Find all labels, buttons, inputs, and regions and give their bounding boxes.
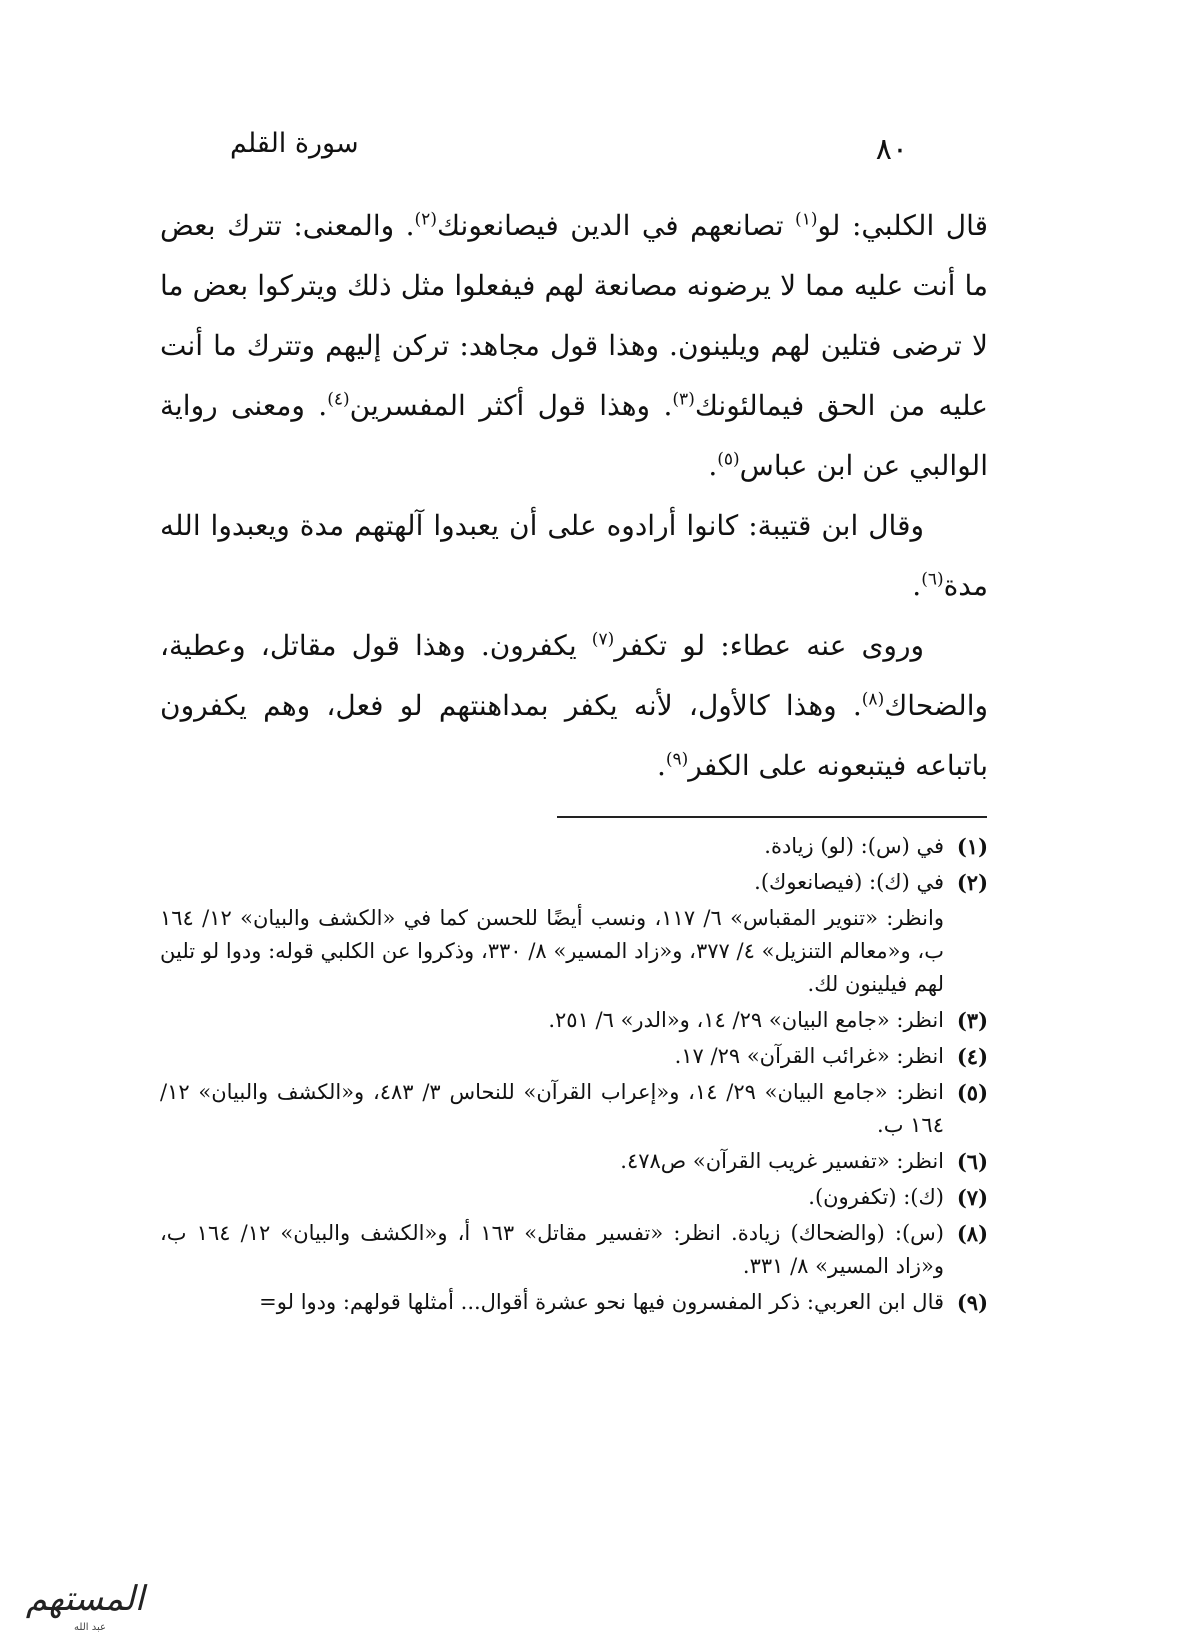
- footnote-ref-2[interactable]: (٢): [414, 209, 437, 230]
- footnote-text: انظر: «تفسير غريب القرآن» ص٤٧٨.: [620, 1149, 944, 1173]
- paragraph-3: وروى عنه عطاء: لو تكفر$^{(٧)}$ يكفرون. وهذا قول مقاتل، وعطية، والضحاك$^{(٨)}$. وهذا كالأول، لأنه يكفر بمداهنتهم لو فعل، وهم يكفرون باتباعه فيتبعونه على الكفر$^{(٩)}$.: [160, 629, 988, 782]
- footnote-5: [160, 1076, 988, 1142]
- footnote-text: في (ك): (فيصانعوك).: [754, 870, 944, 894]
- logo-text: المستهم: [25, 1579, 145, 1619]
- footnote-text: انظر: «غرائب القرآن» ٢٩/ ١٧.: [674, 1044, 944, 1068]
- footnote-number: (٩): [956, 1290, 988, 1315]
- footnote-ref-8[interactable]: (٨): [861, 689, 885, 710]
- footnote-2-continuation: وانظر: «تنوير المقباس» ٦/ ١١٧، ونسب أيضًا للحسن كما في «الكشف والبيان» ١٢/ ١٦٤ ب، و«معالم التنزيل» ٤/ ٣٧٧، و«زاد المسير» ٨/ ٣٣٠، وذكروا عن الكلبي قوله: ودوا لو تلين لهم فيلينون لك.: [160, 906, 944, 996]
- page-number: ٨٠: [875, 132, 908, 167]
- footnote-ref-7[interactable]: (٧): [591, 629, 615, 650]
- page-header: [230, 128, 908, 168]
- footnote-number: (٥): [956, 1080, 988, 1105]
- footnote-divider: [557, 816, 987, 818]
- footnote-1: [160, 830, 988, 863]
- footnote-ref-3[interactable]: (٣): [672, 389, 695, 410]
- logo-subtext: عبد الله: [74, 1622, 106, 1633]
- paragraph-1: قال الكلبي: لو$^{(١)}$ تصانعهم في الدين فيصانعونك$^{(٢)}$. والمعنى: تترك بعض ما أنت عليه مما لا يرضونه مصانعة لهم فيفعلوا مثل ذلك ويتركوا بعض ما لا ترضى فتلين لهم ويلينون. وهذا قول مجاهد: تركن إليهم وتترك ما أنت عليه من الحق فيمالئونك$^{(٣)}$. وهذا قول أكثر المفسرين$^{(٤)}$. ومعنى رواية الوالبي عن ابن عباس$^{(٥)}$.: [160, 209, 988, 482]
- footnote-ref-1[interactable]: (١): [795, 209, 818, 230]
- footnote-6: [160, 1145, 988, 1178]
- footnote-ref-6[interactable]: (٦): [921, 569, 944, 590]
- footnote-text: (س): (والضحاك) زيادة. انظر: «تفسير مقاتل» ١٦٣ أ، و«الكشف والبيان» ١٢/ ١٦٤ ب، و«زاد المسير» ٨/ ٣٣١.: [160, 1221, 944, 1278]
- footnote-number: (٢): [956, 870, 988, 895]
- footnote-text: في (س): (لو) زيادة.: [764, 834, 944, 858]
- footnote-9: [160, 1286, 988, 1319]
- paragraph-2: وقال ابن قتيبة: كانوا أرادوه على أن يعبدوا آلهتهم مدة ويعبدوا الله مدة$^{(٦)}$.: [160, 509, 988, 602]
- footnote-ref-5[interactable]: (٥): [717, 449, 740, 470]
- footnote-2: [160, 866, 988, 899]
- main-text: [160, 196, 988, 796]
- footnote-text: قال ابن العربي: ذكر المفسرون فيها نحو عشرة أقوال... أمثلها قولهم: ودوا لو=: [259, 1290, 944, 1314]
- footnote-ref-9[interactable]: (٩): [665, 749, 689, 770]
- publisher-logo-icon: [10, 1568, 160, 1638]
- footnote-text: انظر: «جامع البيان» ٢٩/ ١٤، و«إعراب القرآن» للنحاس ٣/ ٤٨٣، و«الكشف والبيان» ١٢/ ١٦٤ ب.: [160, 1080, 944, 1137]
- footnotes: [160, 830, 988, 1322]
- footnote-3: [160, 1004, 988, 1037]
- footnote-number: (٤): [956, 1044, 988, 1069]
- footnote-8: [160, 1217, 988, 1283]
- footnote-number: (٧): [956, 1185, 988, 1210]
- footnote-number: (١): [956, 834, 988, 859]
- footnote-text: انظر: «جامع البيان» ٢٩/ ١٤، و«الدر» ٦/ ٢٥١.: [548, 1008, 944, 1032]
- footnote-text: (ك): (تكفرون).: [808, 1185, 944, 1209]
- footnote-7: [160, 1181, 988, 1214]
- footnote-ref-4[interactable]: (٤): [327, 389, 350, 410]
- footnote-number: (٣): [956, 1008, 988, 1033]
- surah-title: سورة القلم: [230, 128, 359, 159]
- footnote-number: (٦): [956, 1149, 988, 1174]
- footnote-number: (٨): [956, 1221, 988, 1246]
- footnote-4: [160, 1040, 988, 1073]
